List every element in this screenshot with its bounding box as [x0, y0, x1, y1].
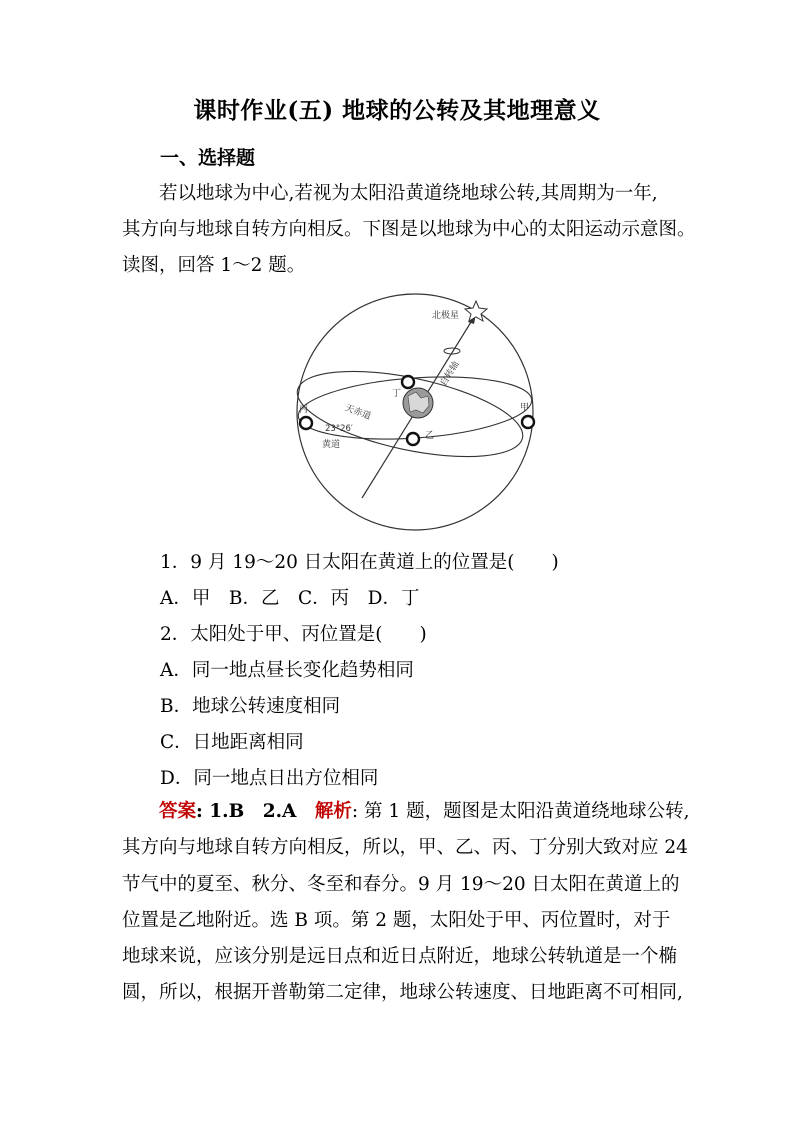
intro-line-1: 若以地球为中心,若视为太阳沿黄道绕地球公转,其周期为一年, [159, 183, 658, 204]
answer-line-1 [122, 794, 690, 830]
label-ding: 丁 [392, 389, 402, 399]
analysis-text-1: : 第 1 题，题图是太阳沿黄道绕地球公转, [351, 801, 690, 822]
intro-line-3: 读图，回答 1～2 题。 [122, 255, 306, 276]
polaris-star-icon [465, 301, 487, 321]
question-1-stem: 1．9 月 19～20 日太阳在黄道上的位置是( ) [160, 552, 559, 573]
intro-paragraph [122, 176, 696, 284]
section-heading: 一、选择题 [160, 147, 256, 169]
label-ecliptic: 黄道 [322, 440, 341, 450]
sun-position-jia [522, 416, 534, 428]
answer-label: 答案 [159, 801, 197, 822]
answer-section [122, 794, 690, 1012]
sun-position-yi [407, 433, 419, 445]
question-2-option-c: C．日地距离相同 [160, 732, 304, 753]
label-bing: 丙 [299, 405, 309, 415]
label-celestial-equator: 天赤道 [343, 403, 373, 423]
page-title: 课时作业(五) 地球的公转及其地理意义 [193, 97, 601, 124]
sun-position-ding [402, 376, 414, 388]
label-angle: 23°26′ [325, 424, 353, 434]
answer-values: : 1.B 2.A [196, 801, 315, 822]
earth-icon [403, 388, 433, 418]
label-yi: 乙 [425, 431, 435, 441]
question-1-options: A．甲 B．乙 C．丙 D．丁 [160, 588, 420, 609]
label-polaris: 北极星 [432, 311, 460, 321]
sun-position-bing [300, 417, 312, 429]
intro-line-2: 其方向与地球自转方向相反。下图是以地球为中心的太阳运动示意图。 [122, 219, 696, 240]
analysis-text-5: 地球来说，应该分别是远日点和近日点附近，地球公转轨道是一个椭 [122, 946, 678, 968]
question-2-option-b: B．地球公转速度相同 [160, 696, 341, 717]
label-jia: 甲 [520, 403, 530, 413]
label-rotation-axis: 自转轴 [438, 359, 462, 389]
analysis-text-6: 圆，所以，根据开普勒第二定律，地球公转速度、日地距离不可相同, [122, 982, 683, 1004]
analysis-text-3: 节气中的夏至、秋分、冬至和春分。9 月 19～20 日太阳在黄道上的 [122, 873, 680, 895]
question-2-stem: 2．太阳处于甲、丙位置是( ) [160, 624, 427, 645]
analysis-text-4: 位置是乙地附近。选 B 项。第 2 题，太阳处于甲、丙位置时，对于 [122, 909, 671, 931]
analysis-text-2: 其方向与地球自转方向相反，所以，甲、乙、丙、丁分别大致对应 24 [122, 837, 688, 859]
question-2-option-a: A．同一地点昼长变化趋势相同 [160, 660, 414, 681]
question-2-option-d: D．同一地点日出方位相同 [160, 768, 379, 789]
analysis-label: 解析 [314, 801, 352, 822]
sun-motion-diagram [290, 288, 540, 533]
